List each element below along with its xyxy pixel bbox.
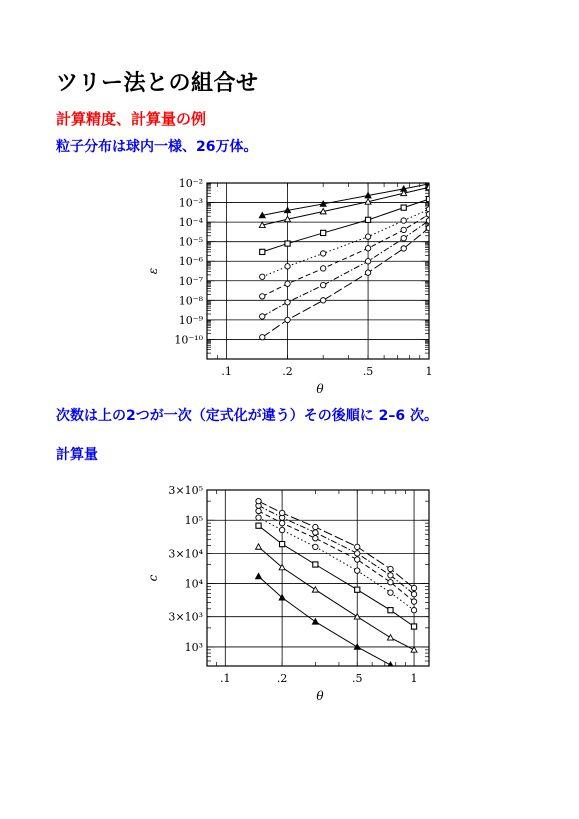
data-point — [320, 201, 326, 206]
section-subtitle: 計算精度、計算量の例 — [56, 110, 207, 128]
data-point — [313, 544, 318, 549]
data-point — [365, 234, 370, 239]
series-line — [262, 209, 429, 276]
series-line — [259, 511, 415, 602]
x-tick-label: .5 — [351, 672, 363, 685]
y-tick-label: 10³ — [184, 640, 203, 654]
data-point — [320, 208, 326, 213]
data-point — [256, 503, 261, 508]
y-tick-label: 10⁻⁴ — [178, 216, 203, 230]
series-3 — [260, 197, 432, 255]
data-point — [285, 207, 291, 212]
y-tick-label: 3×10³ — [168, 610, 203, 624]
data-point — [411, 624, 416, 629]
data-point — [260, 294, 265, 299]
series-5 — [256, 508, 417, 604]
data-point — [256, 508, 261, 513]
data-point — [401, 236, 406, 241]
data-point — [285, 281, 290, 286]
data-point — [426, 197, 431, 202]
data-point — [320, 298, 325, 303]
x-axis-label: θ — [316, 382, 324, 396]
data-point — [365, 259, 370, 264]
data-point — [285, 264, 290, 269]
y-tick-label: 10⁻⁷ — [178, 274, 203, 288]
series-7 — [256, 498, 417, 590]
series-2 — [256, 544, 418, 652]
description-line: 粒子分布は球内一様、26万体。 — [56, 139, 258, 155]
data-point — [365, 217, 370, 222]
data-point — [256, 523, 261, 528]
data-point — [388, 590, 393, 595]
data-point — [256, 498, 261, 503]
y-tick-label: 10⁻⁸ — [178, 294, 203, 308]
x-tick-label: 1 — [410, 672, 418, 685]
series-line — [262, 199, 429, 252]
data-point — [426, 225, 431, 230]
data-point — [355, 551, 360, 556]
series-4 — [256, 515, 417, 613]
x-tick-label: 1 — [425, 365, 433, 378]
data-point — [285, 216, 291, 221]
y-axis-label: c — [146, 574, 160, 582]
series-2 — [259, 184, 432, 227]
x-tick-label: .1 — [221, 365, 232, 378]
data-point — [411, 647, 417, 652]
y-tick-label: 10⁻⁵ — [178, 235, 203, 249]
plot-area — [146, 177, 433, 396]
y-tick-label: 10⁻³ — [178, 196, 203, 210]
data-point — [355, 568, 360, 573]
data-point — [387, 635, 393, 640]
data-point — [285, 241, 290, 246]
data-point — [388, 580, 393, 585]
data-point — [426, 212, 431, 217]
data-point — [280, 541, 285, 546]
data-point — [401, 246, 406, 251]
data-point — [411, 585, 416, 590]
data-point — [426, 181, 432, 186]
y-tick-label: 10⁵ — [184, 514, 203, 528]
data-point — [279, 564, 285, 569]
series-1 — [259, 181, 432, 218]
data-point — [320, 266, 325, 271]
data-point — [313, 530, 318, 535]
data-point — [279, 515, 284, 520]
data-point — [401, 227, 406, 232]
data-point — [279, 520, 284, 525]
data-point — [285, 300, 290, 305]
data-point — [320, 282, 325, 287]
data-point — [256, 544, 262, 549]
x-tick-label: .2 — [276, 672, 288, 685]
series-line — [262, 228, 429, 337]
data-point — [388, 566, 393, 571]
x-tick-label: .1 — [220, 672, 231, 685]
data-point — [260, 274, 265, 279]
data-point — [365, 246, 370, 251]
data-point — [313, 562, 318, 567]
y-tick-label: 10⁴ — [184, 577, 203, 591]
data-point — [256, 515, 261, 520]
series-line — [259, 518, 415, 611]
data-point — [411, 599, 416, 604]
series-line — [262, 214, 429, 296]
data-point — [260, 314, 265, 319]
data-point — [279, 595, 285, 600]
data-point — [320, 251, 325, 256]
data-point — [259, 212, 265, 217]
plot-frame — [207, 490, 429, 666]
data-point — [312, 587, 318, 592]
data-point — [313, 524, 318, 529]
data-point — [401, 205, 406, 210]
data-point — [401, 190, 407, 195]
data-point — [365, 199, 371, 204]
data-point — [279, 510, 284, 515]
series-line — [259, 506, 415, 595]
data-point — [259, 222, 265, 227]
series-line — [259, 501, 415, 588]
data-point — [256, 573, 262, 578]
data-point — [365, 270, 370, 275]
data-point — [426, 218, 431, 223]
plot-frame — [207, 183, 429, 359]
series-7 — [260, 225, 432, 340]
series-line — [259, 576, 391, 665]
data-point — [387, 662, 393, 667]
y-tick-label: 10⁻¹⁰ — [174, 333, 203, 347]
y-tick-label: 3×10⁵ — [168, 484, 203, 497]
y-tick-label: 3×10⁴ — [168, 547, 203, 561]
data-point — [279, 527, 284, 532]
data-point — [354, 644, 360, 649]
series-line — [259, 526, 415, 627]
data-point — [321, 230, 326, 235]
data-point — [388, 573, 393, 578]
data-point — [355, 557, 360, 562]
data-point — [313, 536, 318, 541]
y-axis-label: ε — [146, 267, 160, 275]
x-tick-label: .5 — [362, 365, 374, 378]
data-point — [354, 614, 360, 619]
data-point — [355, 587, 360, 592]
y-tick-label: 10⁻² — [178, 177, 203, 190]
series-line — [262, 221, 429, 317]
data-point — [312, 619, 318, 624]
data-point — [401, 218, 406, 223]
x-tick-label: .2 — [282, 365, 293, 378]
series-6 — [260, 218, 432, 319]
order-note: 次数は上の2つが一次（定式化が違う）その後順に 2–6 次。 — [56, 408, 438, 424]
data-point — [426, 184, 432, 189]
plot-area — [146, 484, 429, 703]
x-axis-label: θ — [316, 689, 324, 703]
data-point — [426, 207, 431, 212]
y-tick-label: 10⁻⁶ — [178, 255, 203, 269]
series-1 — [256, 573, 394, 667]
series-6 — [256, 503, 417, 597]
series-line — [262, 187, 429, 225]
data-point — [365, 192, 371, 197]
data-point — [388, 608, 393, 613]
data-point — [401, 186, 407, 191]
data-point — [411, 591, 416, 596]
data-point — [355, 544, 360, 549]
series-3 — [256, 523, 417, 629]
data-point — [260, 335, 265, 340]
series-4 — [260, 207, 432, 280]
series-5 — [260, 212, 432, 299]
data-point — [260, 249, 265, 254]
cost-heading: 計算量 — [56, 447, 98, 463]
series-line — [262, 184, 429, 216]
data-point — [285, 317, 290, 322]
y-tick-label: 10⁻⁹ — [178, 313, 203, 327]
page-title: ツリー法との組合せ — [56, 71, 259, 96]
series-line — [259, 547, 415, 650]
data-point — [411, 607, 416, 612]
